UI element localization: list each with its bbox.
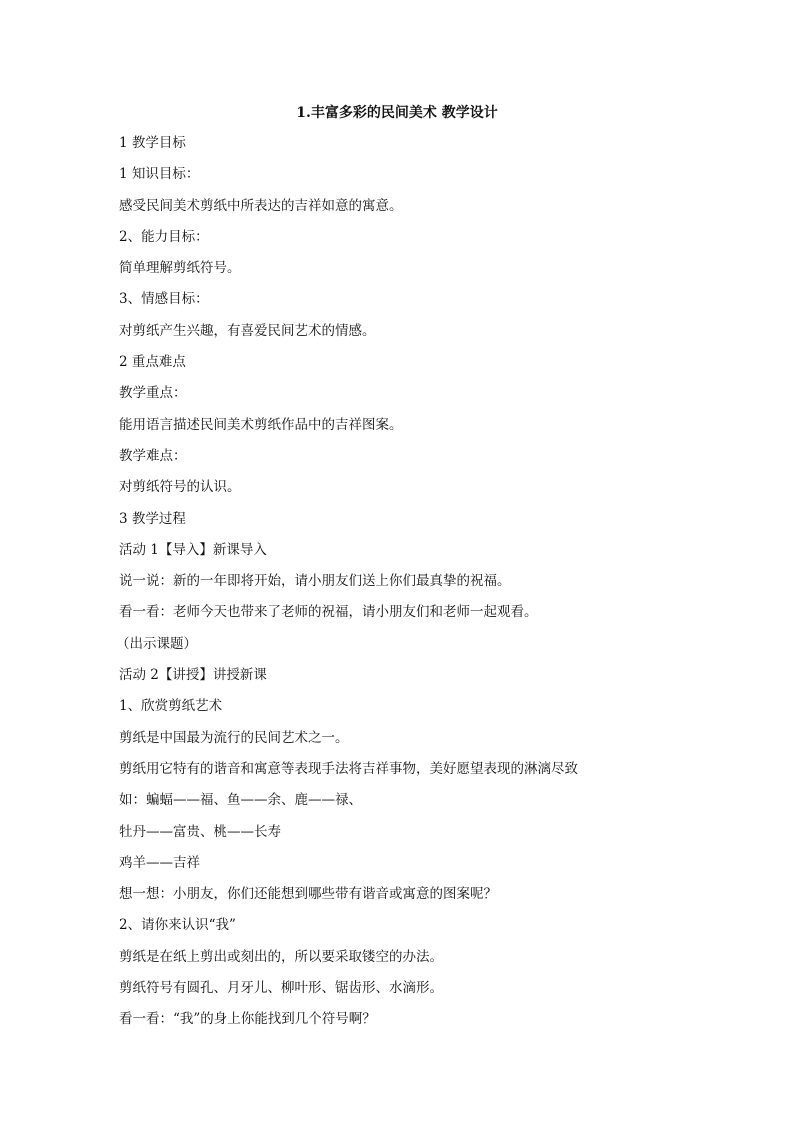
paragraph-line: 感受民间美术剪纸中所表达的吉祥如意的寓意。: [119, 197, 403, 214]
paragraph-line: 如：蝙蝠——福、鱼——余、鹿——禄、: [119, 792, 362, 809]
paragraph-line: 活动 1【导入】新课导入: [119, 541, 267, 558]
paragraph-line: 看一看：老师今天也带来了老师的祝福，请小朋友们和老师一起观看。: [119, 604, 538, 621]
paragraph-line: 剪纸是在纸上剪出或刻出的，所以要采取镂空的办法。: [119, 948, 443, 965]
paragraph-line: 教学重点：: [119, 385, 187, 402]
paragraph-line: 教学难点：: [119, 447, 187, 464]
paragraph-line: 2、请你来认识“我”: [119, 917, 236, 934]
paragraph-line: 1、欣赏剪纸艺术: [119, 698, 223, 715]
paragraph-line: （出示课题）: [116, 635, 197, 652]
paragraph-line: 牡丹——富贵、桃——长寿: [119, 823, 281, 840]
paragraph-line: 2、能力目标：: [119, 228, 209, 245]
section-heading-objectives: 1 教学目标: [119, 135, 186, 151]
section-heading-key-points: 2 重点难点: [119, 354, 186, 371]
paragraph-line: 对剪纸符号的认识。: [119, 479, 241, 496]
document-body: [116, 133, 739, 1041]
paragraph-line: 想一想：小朋友，你们还能想到哪些带有谐音或寓意的图案呢？: [119, 886, 497, 903]
paragraph-line: 说一说：新的一年即将开始，请小朋友们送上你们最真挚的祝福。: [119, 573, 511, 590]
paragraph-line: 鸡羊——吉祥: [119, 854, 200, 871]
paragraph-line: 3、情感目标：: [119, 291, 209, 308]
paragraph-line: 活动 2【讲授】讲授新课: [119, 667, 267, 684]
paragraph-line: 能用语言描述民间美术剪纸作品中的吉祥图案。: [119, 416, 403, 433]
paragraph-line: 剪纸符号有圆孔、月牙儿、柳叶形、锯齿形、水滴形。: [119, 980, 443, 997]
paragraph-line: 简单理解剪纸符号。: [119, 260, 241, 277]
paragraph-line: 剪纸用它特有的谐音和寓意等表现手法将吉祥事物，美好愿望表现的淋漓尽致: [119, 760, 578, 777]
section-heading-process: 3 教学过程: [119, 510, 186, 527]
paragraph-line: 剪纸是中国最为流行的民间艺术之一。: [119, 729, 349, 746]
paragraph-line: 对剪纸产生兴趣，有喜爱民间艺术的情感。: [119, 322, 376, 339]
document-title: 1.丰富多彩的民间美术 教学设计: [296, 105, 498, 121]
paragraph-line: 1 知识目标：: [119, 166, 200, 183]
paragraph-line: 看一看：“我”的身上你能找到几个符号啊？: [119, 1011, 376, 1028]
